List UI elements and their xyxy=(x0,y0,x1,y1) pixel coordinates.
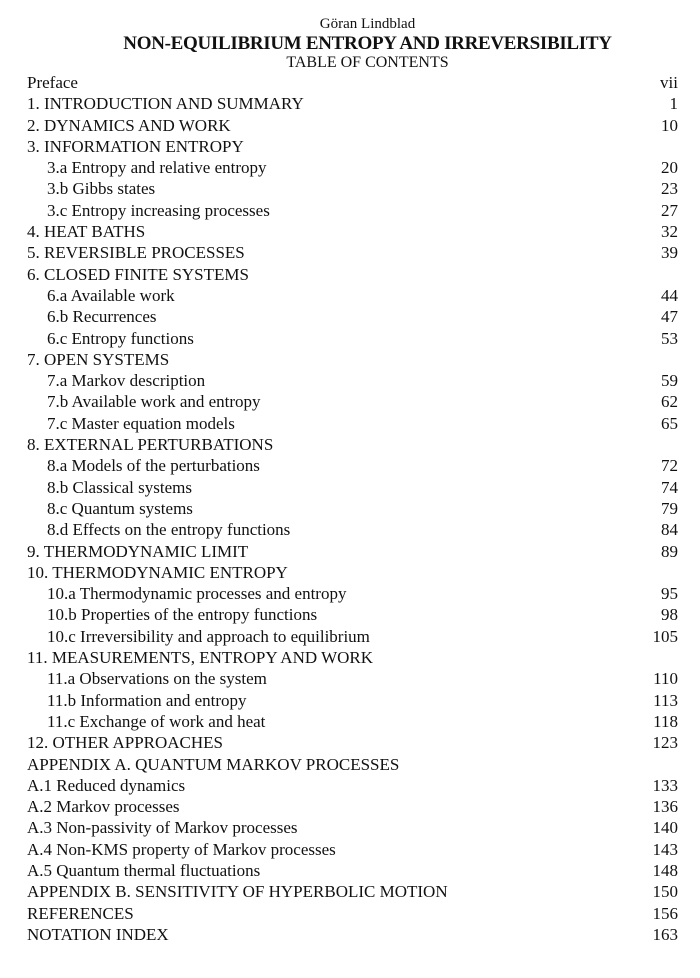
toc-entry xyxy=(27,136,678,157)
toc-entry-page-number: 23 xyxy=(661,179,678,199)
toc-entry-page-number: 143 xyxy=(652,839,678,859)
toc-entry-page-number: 110 xyxy=(653,669,678,689)
toc-entry-page-number: 72 xyxy=(661,456,678,476)
toc-entry-label: A.3 Non-passivity of Markov processes xyxy=(27,818,298,838)
toc-entry-page-number: 163 xyxy=(652,924,678,944)
toc-entry-label: 10.c Irreversibility and approach to equilibrium xyxy=(47,626,370,646)
toc-entry xyxy=(27,434,678,455)
toc-entry xyxy=(27,242,678,263)
toc-entry-label: 8.d Effects on the entropy functions xyxy=(47,520,291,540)
toc-entry-page-number: 65 xyxy=(661,413,678,433)
toc-entry-label: NOTATION INDEX xyxy=(27,924,169,944)
toc-entry-page-number: vii xyxy=(660,73,678,92)
toc-entry-label: 3.b Gibbs states xyxy=(47,179,156,199)
toc-entry-label: A.4 Non-KMS property of Markov processes xyxy=(27,839,336,859)
toc-entry-page-number: 27 xyxy=(661,200,678,220)
toc-entry-page-number: 156 xyxy=(652,903,678,923)
toc-entry-page-number: 79 xyxy=(661,498,678,518)
toc-entry-page-number: 95 xyxy=(661,584,678,604)
toc-entry xyxy=(27,924,678,945)
toc-entry-page-number: 59 xyxy=(661,371,678,391)
toc-entry-label: 7.a Markov description xyxy=(47,371,206,391)
toc-entry-page-number: 62 xyxy=(661,392,678,412)
toc-entry-page-number: 39 xyxy=(661,243,678,263)
toc-entry-page-number: 84 xyxy=(661,520,678,540)
toc-entry xyxy=(27,690,678,711)
toc-entry xyxy=(27,498,678,519)
toc-heading: TABLE OF CONTENTS xyxy=(286,54,449,71)
toc-entry-page-number: 105 xyxy=(652,626,678,646)
toc-entry xyxy=(27,583,678,604)
toc-entry-label: 8.a Models of the perturbations xyxy=(47,456,260,476)
toc-entry-label: 3.c Entropy increasing processes xyxy=(47,200,270,220)
toc-entry-label: Preface xyxy=(27,73,78,92)
toc-entry xyxy=(27,711,678,732)
toc-entry xyxy=(27,860,678,881)
toc-entry-label: 6.a Available work xyxy=(47,285,175,305)
toc-entry-label: 2. DYNAMICS AND WORK xyxy=(27,115,231,135)
toc-entry-page-number: 53 xyxy=(661,328,678,348)
toc-entry xyxy=(27,72,678,93)
toc-entry xyxy=(27,178,678,199)
toc-entry xyxy=(27,647,678,668)
toc-entry xyxy=(27,626,678,647)
toc-entry-label: 11.b Information and entropy xyxy=(47,690,247,710)
toc-entry-label: 5. REVERSIBLE PROCESSES xyxy=(27,243,245,263)
toc-entry xyxy=(27,115,678,136)
toc-entry xyxy=(27,817,678,838)
toc-entry xyxy=(27,604,678,625)
toc-entry xyxy=(27,391,678,412)
toc-entry xyxy=(27,881,678,902)
toc-entry-page-number: 123 xyxy=(652,733,678,753)
toc-entry-label: 8.c Quantum systems xyxy=(47,498,193,518)
toc-entry-label: 10.a Thermodynamic processes and entropy xyxy=(47,584,347,604)
toc-entry-page-number: 136 xyxy=(652,797,678,817)
toc-entry xyxy=(27,264,678,285)
toc-entry-label: A.5 Quantum thermal fluctuations xyxy=(27,860,261,880)
toc-entry-page-number: 140 xyxy=(652,818,678,838)
toc-entry xyxy=(27,541,678,562)
toc-entry-label: 12. OTHER APPROACHES xyxy=(27,733,224,753)
toc-entry xyxy=(27,157,678,178)
toc-entry-label: 6. CLOSED FINITE SYSTEMS xyxy=(27,264,249,284)
toc-entry-label: 9. THERMODYNAMIC LIMIT xyxy=(27,541,249,561)
toc-entry-page-number: 133 xyxy=(652,775,678,795)
toc-entry-label: REFERENCES xyxy=(27,903,134,923)
toc-entry-label: 3.a Entropy and relative entropy xyxy=(47,158,267,178)
toc-entry-label: 11.a Observations on the system xyxy=(47,669,267,689)
toc-entry xyxy=(27,413,678,434)
toc-entry xyxy=(27,839,678,860)
toc-entry xyxy=(27,200,678,221)
toc-entry-label: 10.b Properties of the entropy functions xyxy=(47,605,318,625)
toc-entry xyxy=(27,455,678,476)
toc-entry xyxy=(27,349,678,370)
toc-entry-label: APPENDIX B. SENSITIVITY OF HYPERBOLIC MOTION xyxy=(27,882,448,902)
toc-entry xyxy=(27,562,678,583)
toc-entry xyxy=(27,370,678,391)
table-of-contents xyxy=(27,72,678,945)
toc-entry xyxy=(27,285,678,306)
toc-entry-page-number: 148 xyxy=(652,860,678,880)
toc-entry xyxy=(27,328,678,349)
toc-entry-label: A.1 Reduced dynamics xyxy=(27,775,186,795)
toc-entry-page-number: 89 xyxy=(661,541,678,561)
toc-entry xyxy=(27,477,678,498)
toc-entry-page-number: 118 xyxy=(653,711,678,731)
toc-entry-label: 11.c Exchange of work and heat xyxy=(47,711,266,731)
toc-entry xyxy=(27,796,678,817)
toc-entry-page-number: 20 xyxy=(661,158,678,178)
toc-entry-label: 7.b Available work and entropy xyxy=(47,392,261,412)
author-name: Göran Lindblad xyxy=(319,16,416,32)
toc-entry-page-number: 98 xyxy=(661,605,678,625)
toc-entry-label: APPENDIX A. QUANTUM MARKOV PROCESSES xyxy=(27,754,400,774)
toc-entry xyxy=(27,903,678,924)
book-title: NON-EQUILIBRIUM ENTROPY AND IRREVERSIBILITY xyxy=(123,33,612,54)
toc-entry-label: 6.b Recurrences xyxy=(47,307,157,327)
toc-entry xyxy=(27,754,678,775)
toc-entry xyxy=(27,221,678,242)
toc-entry xyxy=(27,306,678,327)
toc-entry-page-number: 44 xyxy=(661,285,678,305)
toc-entry-label: 6.c Entropy functions xyxy=(47,328,194,348)
toc-entry-label: 7. OPEN SYSTEMS xyxy=(27,349,170,369)
toc-entry-page-number: 47 xyxy=(661,307,678,327)
toc-entry-label: 8.b Classical systems xyxy=(47,477,192,497)
toc-entry xyxy=(27,93,678,114)
toc-entry-label: 4. HEAT BATHS xyxy=(27,222,146,242)
toc-entry-label: A.2 Markov processes xyxy=(27,797,180,817)
toc-entry-page-number: 113 xyxy=(653,690,678,710)
toc-entry-label: 7.c Master equation models xyxy=(47,413,235,433)
toc-entry-page-number: 10 xyxy=(661,115,678,135)
toc-entry xyxy=(27,519,678,540)
toc-entry-label: 1. INTRODUCTION AND SUMMARY xyxy=(27,94,304,114)
toc-entry xyxy=(27,668,678,689)
toc-entry-label: 10. THERMODYNAMIC ENTROPY xyxy=(27,562,288,582)
toc-entry-label: 11. MEASUREMENTS, ENTROPY AND WORK xyxy=(27,648,374,668)
toc-entry-label: 3. INFORMATION ENTROPY xyxy=(27,136,244,156)
toc-entry xyxy=(27,775,678,796)
toc-entry xyxy=(27,732,678,753)
toc-entry-page-number: 74 xyxy=(661,477,678,497)
toc-entry-page-number: 1 xyxy=(669,94,678,114)
toc-entry-page-number: 32 xyxy=(661,222,678,242)
toc-entry-page-number: 150 xyxy=(652,882,678,902)
toc-entry-label: 8. EXTERNAL PERTURBATIONS xyxy=(27,435,274,455)
